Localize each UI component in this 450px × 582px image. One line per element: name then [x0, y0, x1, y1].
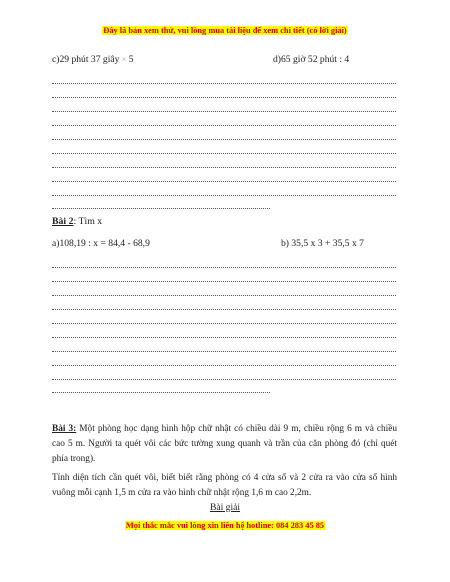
answer-line [52, 343, 396, 352]
bai-giai-text: Bài giải [209, 502, 241, 513]
answer-line [52, 315, 396, 324]
bai-giai-heading [0, 502, 450, 513]
bai3-paragraph-2: Tính diện tích cần quét vôi, biết biết rằng phòng có 4 cửa sổ và 2 cửa ra vào cửa sổ hình vuông mỗi cạnh 1,5 m cửa ra vào hình chữ nhật rộng 1,6 m cao 2,2m. [52, 473, 397, 498]
answer-line [52, 145, 396, 154]
bai2-heading [52, 216, 102, 227]
exercise-c-text: c)29 phút 37 giây [52, 54, 120, 65]
answer-line [52, 259, 396, 268]
hotline-banner [0, 521, 450, 530]
exercise-b: b) 35,5 x 3 + 35,5 x 7 [281, 238, 364, 249]
answer-line [52, 187, 396, 196]
answer-line [52, 371, 396, 380]
exercise-c-factor: 5 [128, 54, 134, 65]
answer-line [52, 173, 396, 182]
multiply-sign: × [121, 55, 127, 64]
preview-banner-text: Đây là bản xem thử, vui lòng mua tài liệu để xem chi tiết (có lời giải) [103, 26, 347, 35]
answer-line [52, 89, 396, 98]
preview-banner [0, 26, 450, 35]
bai2-text: : Tìm x [73, 216, 103, 227]
bai3-text: Một phòng học dạng hình hộp chữ nhật có chiều dài 9 m, chiều rộng 6 m và chiều cao 5 m. Người ta quét vôi các bức tường xung quanh và trần của căn phòng đó (chỉ quét phía trong). [52, 424, 397, 464]
hotline-banner-text: Mọi thắc mắc vui lòng xin liên hệ hotline: 084 283 45 85 [125, 521, 325, 530]
answer-line [52, 131, 396, 140]
bai3-paragraph [52, 422, 397, 467]
answer-line [52, 117, 396, 126]
answer-line [52, 287, 396, 296]
exercise-c [52, 54, 134, 65]
answer-line [52, 273, 396, 282]
answer-line [52, 357, 396, 366]
answer-line [52, 103, 396, 112]
answer-line [52, 384, 270, 393]
answer-line [52, 329, 396, 338]
answer-line [52, 301, 396, 310]
answer-line [52, 159, 396, 168]
exercise-d: d)65 giờ 52 phút : 4 [273, 54, 350, 65]
bai3-label: Bài 3: [52, 424, 77, 434]
exercise-a: a)108,19 : x = 84,4 - 68,9 [52, 238, 150, 249]
answer-line [52, 200, 270, 209]
answer-line [52, 75, 396, 84]
bai2-label: Bài 2 [52, 216, 74, 227]
